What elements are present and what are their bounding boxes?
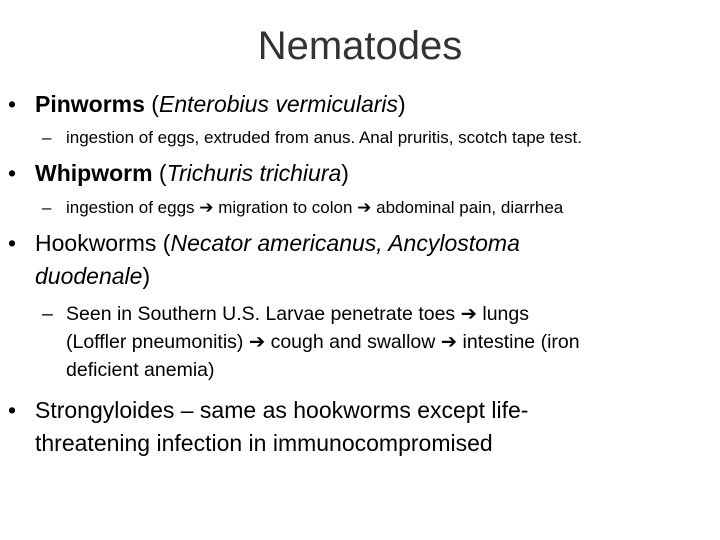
pinworms-name: Pinworms bbox=[35, 91, 145, 117]
hookworms-species-line2: duodenale bbox=[35, 263, 143, 289]
whipworm-name: Whipworm bbox=[35, 160, 153, 186]
whipworm-detail-part2: migration to colon bbox=[213, 198, 358, 217]
bullet-hookworms-text bbox=[35, 227, 675, 293]
bullet-whipworm-text bbox=[35, 157, 675, 190]
hookworms-detail-l1a: Seen in Southern U.S. Larvae penetrate toes bbox=[66, 303, 461, 325]
hookworms-detail-l2c: intestine (iron bbox=[457, 331, 580, 353]
pinworms-detail: ingestion of eggs, extruded from anus. Anal pruritis, scotch tape test. bbox=[66, 128, 582, 147]
sub-bullet-dash: – bbox=[42, 128, 52, 147]
pinworms-species: Enterobius vermicularis bbox=[158, 91, 399, 117]
hookworms-detail-l2a: (Loffler pneumonitis) bbox=[66, 331, 249, 353]
bullet-dot: • bbox=[8, 160, 17, 186]
whipworm-species: Trichuris trichiura bbox=[166, 160, 342, 186]
whipworm-close-paren: ) bbox=[341, 160, 349, 186]
pinworms-close-paren: ) bbox=[398, 91, 406, 117]
hookworms-detail-l1b: lungs bbox=[476, 303, 529, 325]
strongyloides-line2: threatening infection in immunocompromised bbox=[35, 430, 493, 456]
bullet-dot: • bbox=[8, 397, 17, 423]
arrow-right-icon: ➔ bbox=[199, 198, 214, 218]
hookworms-name: Hookworms ( bbox=[35, 230, 171, 256]
slide-title: Nematodes bbox=[257, 24, 463, 68]
sub-bullet-dash: – bbox=[42, 303, 53, 325]
whipworm-detail-part1: ingestion of eggs bbox=[66, 198, 200, 217]
whipworm-detail-part3: abdominal pain, diarrhea bbox=[371, 198, 564, 217]
bullet-pinworms-text bbox=[35, 88, 675, 121]
strongyloides-line1: Strongyloides – same as hookworms except life- bbox=[35, 397, 529, 423]
whipworm-open-paren: ( bbox=[152, 160, 167, 186]
hookworms-close-paren: ) bbox=[142, 263, 151, 289]
arrow-right-icon: ➔ bbox=[460, 302, 477, 325]
hookworms-detail-l3: deficient anemia) bbox=[66, 359, 215, 381]
bullet-strongyloides-text bbox=[35, 394, 675, 460]
bullet-dot: • bbox=[8, 91, 17, 117]
bullet-dot: • bbox=[8, 230, 17, 256]
arrow-right-icon: ➔ bbox=[440, 330, 458, 353]
pinworms-open-paren: ( bbox=[144, 91, 159, 117]
hookworms-species-line1: Necator americanus, Ancylostoma bbox=[170, 230, 520, 256]
sub-bullet-dash: – bbox=[42, 198, 52, 217]
arrow-right-icon: ➔ bbox=[248, 330, 266, 353]
whipworm-detail bbox=[66, 196, 716, 220]
arrow-right-icon: ➔ bbox=[357, 198, 372, 218]
hookworms-detail-l2b: cough and swallow bbox=[265, 331, 441, 353]
hookworms-detail bbox=[66, 300, 720, 384]
